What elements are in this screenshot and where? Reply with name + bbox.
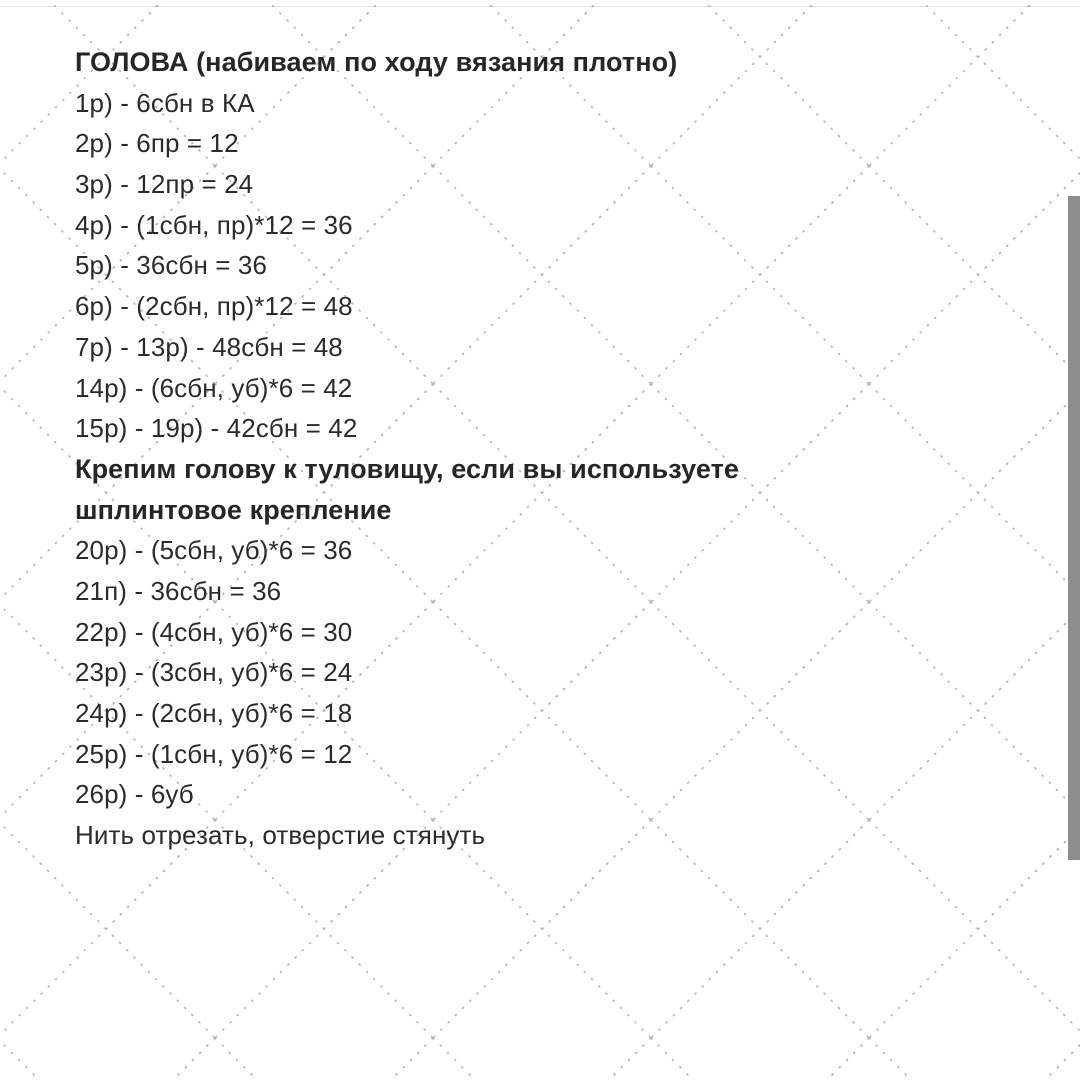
- pattern-text: [75, 42, 995, 856]
- row-instruction: 23р) - (3сбн, уб)*6 = 24: [75, 657, 353, 688]
- note-heading: Крепим голову к туловищу, если вы используете: [75, 453, 740, 484]
- row-instruction: 4р) - (1сбн, пр)*12 = 36: [75, 209, 353, 240]
- row-instruction: 6р) - (2сбн, пр)*12 = 48: [75, 291, 353, 322]
- row-instruction: 21п) - 36сбн = 36: [75, 575, 282, 606]
- row-instruction: 15р) - 19р) - 42сбн = 42: [75, 413, 358, 444]
- row-instruction: 5р) - 36сбн = 36: [75, 250, 268, 281]
- row-instruction: 3р) - 12пр = 24: [75, 169, 254, 200]
- note-heading-continued: шплинтовое крепление: [75, 494, 392, 525]
- row-instruction: 20р) - (5сбн, уб)*6 = 36: [75, 535, 353, 566]
- row-instruction: 25р) - (1сбн, уб)*6 = 12: [75, 738, 353, 769]
- closing-instruction: Нить отрезать, отверстие стянуть: [75, 820, 486, 851]
- row-instruction: 14р) - (6сбн, уб)*6 = 42: [75, 372, 353, 403]
- row-instruction: 7р) - 13р) - 48сбн = 48: [75, 331, 343, 362]
- row-instruction: 22р) - (4сбн, уб)*6 = 30: [75, 616, 353, 647]
- scrollbar[interactable]: [1068, 196, 1080, 860]
- section-title: ГОЛОВА (набиваем по ходу вязания плотно): [75, 47, 678, 77]
- row-instruction: 2р) - 6пр = 12: [75, 128, 239, 159]
- row-instruction: 24р) - (2сбн, уб)*6 = 18: [75, 698, 353, 728]
- row-instruction: 1р) - 6сбн в КА: [75, 87, 255, 118]
- row-instruction: 26р) - 6уб: [75, 779, 194, 810]
